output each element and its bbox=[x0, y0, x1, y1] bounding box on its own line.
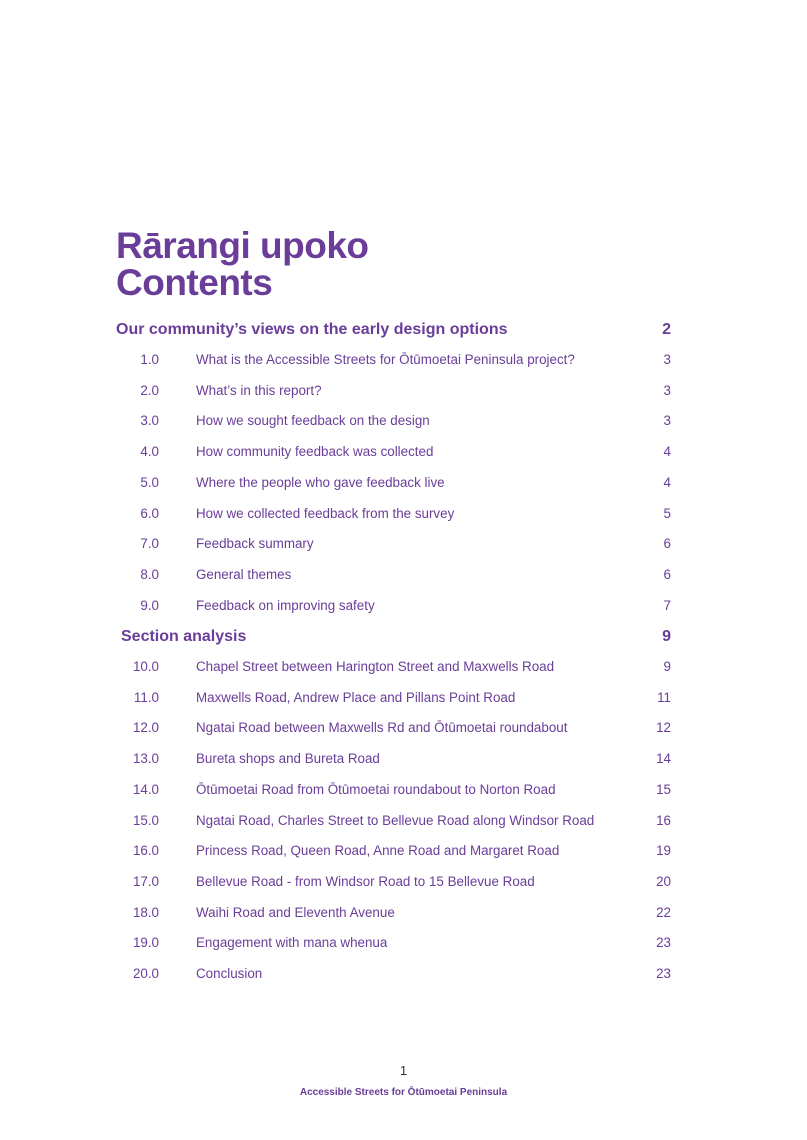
entry-number: 8.0 bbox=[140, 567, 159, 582]
entry-label: How we collected feedback from the survey bbox=[196, 506, 455, 521]
entry-page: 16 bbox=[656, 813, 671, 828]
section-title: Our community’s views on the early design options bbox=[116, 321, 508, 338]
entry-page: 11 bbox=[657, 690, 671, 705]
toc-entry[interactable] bbox=[0, 442, 807, 462]
entry-number: 10.0 bbox=[132, 659, 159, 674]
footer-title: Accessible Streets for Ōtūmoetai Peninsula bbox=[299, 1087, 508, 1098]
title-maori: Rārangi upoko bbox=[116, 225, 369, 266]
entry-number: 19.0 bbox=[132, 935, 159, 950]
entry-label: Feedback on improving safety bbox=[196, 598, 375, 613]
toc-entry[interactable] bbox=[0, 872, 807, 892]
entry-number: 5.0 bbox=[140, 475, 159, 490]
entry-label: Princess Road, Queen Road, Anne Road and Margaret Road bbox=[196, 843, 560, 858]
entry-number: 18.0 bbox=[132, 905, 159, 920]
toc-entry[interactable] bbox=[0, 534, 807, 554]
toc-entry[interactable] bbox=[0, 718, 807, 738]
entry-label: How community feedback was collected bbox=[196, 444, 434, 459]
toc-entry[interactable] bbox=[0, 903, 807, 923]
entry-label: Engagement with mana whenua bbox=[196, 935, 388, 950]
page-title bbox=[116, 227, 369, 301]
toc-section-community-views[interactable] bbox=[0, 319, 807, 341]
entry-number: 2.0 bbox=[140, 383, 159, 398]
entry-label: Where the people who gave feedback live bbox=[196, 475, 445, 490]
entry-page: 7 bbox=[663, 598, 671, 613]
entry-label: Chapel Street between Harington Street and Maxwells Road bbox=[196, 659, 555, 674]
toc-entry[interactable] bbox=[0, 473, 807, 493]
entry-label: Conclusion bbox=[196, 966, 263, 981]
entry-page: 4 bbox=[663, 444, 671, 459]
entry-label: Ōtūmoetai Road from Ōtūmoetai roundabout to Norton Road bbox=[196, 782, 556, 797]
toc-entry[interactable] bbox=[0, 565, 807, 585]
entry-number: 17.0 bbox=[132, 874, 159, 889]
toc-entry[interactable] bbox=[0, 933, 807, 953]
entry-label: What is the Accessible Streets for Ōtūmoetai Peninsula project? bbox=[196, 352, 575, 367]
entry-label: General themes bbox=[196, 567, 292, 582]
entry-number: 6.0 bbox=[140, 506, 159, 521]
entry-label: How we sought feedback on the design bbox=[196, 413, 430, 428]
toc-entry[interactable] bbox=[0, 596, 807, 616]
entry-label: Ngatai Road, Charles Street to Bellevue Road along Windsor Road bbox=[196, 813, 595, 828]
entry-page: 23 bbox=[656, 966, 671, 981]
entry-label: Ngatai Road between Maxwells Rd and Ōtūmoetai roundabout bbox=[196, 720, 568, 735]
entry-page: 3 bbox=[663, 413, 671, 428]
toc-entry[interactable] bbox=[0, 688, 807, 708]
entry-number: 4.0 bbox=[140, 444, 159, 459]
entry-page: 14 bbox=[656, 751, 671, 766]
entry-page: 5 bbox=[663, 506, 671, 521]
toc-entry[interactable] bbox=[0, 411, 807, 431]
entry-label: Maxwells Road, Andrew Place and Pillans Point Road bbox=[196, 690, 516, 705]
entry-number: 11.0 bbox=[133, 690, 159, 705]
entry-page: 22 bbox=[656, 905, 671, 920]
entry-page: 9 bbox=[663, 659, 671, 674]
entry-page: 12 bbox=[656, 720, 671, 735]
toc-entry[interactable] bbox=[0, 780, 807, 800]
toc-section-analysis[interactable] bbox=[0, 626, 807, 648]
entry-number: 12.0 bbox=[132, 720, 159, 735]
entry-page: 15 bbox=[656, 782, 671, 797]
entry-page: 23 bbox=[656, 935, 671, 950]
entry-number: 7.0 bbox=[140, 536, 159, 551]
entry-number: 9.0 bbox=[140, 598, 159, 613]
section-page: 9 bbox=[662, 628, 671, 645]
toc-entry[interactable] bbox=[0, 811, 807, 831]
entry-page: 3 bbox=[663, 383, 671, 398]
section-title: Section analysis bbox=[121, 628, 247, 645]
entry-page: 19 bbox=[656, 843, 671, 858]
entry-number: 16.0 bbox=[132, 843, 159, 858]
entry-label: What’s in this report? bbox=[196, 383, 322, 398]
entry-page: 6 bbox=[663, 536, 671, 551]
entry-number: 1.0 bbox=[140, 352, 159, 367]
entry-page: 3 bbox=[663, 352, 671, 367]
page-number: 1 bbox=[399, 1063, 408, 1078]
toc-entry[interactable] bbox=[0, 350, 807, 370]
entry-label: Bellevue Road - from Windsor Road to 15 Bellevue Road bbox=[196, 874, 535, 889]
toc-entry[interactable] bbox=[0, 841, 807, 861]
entry-number: 13.0 bbox=[132, 751, 159, 766]
entry-page: 20 bbox=[656, 874, 671, 889]
toc-entry[interactable] bbox=[0, 504, 807, 524]
entry-number: 20.0 bbox=[132, 966, 159, 981]
entry-label: Bureta shops and Bureta Road bbox=[196, 751, 380, 766]
toc-entry[interactable] bbox=[0, 749, 807, 769]
entry-number: 15.0 bbox=[132, 813, 159, 828]
entry-label: Waihi Road and Eleventh Avenue bbox=[196, 905, 395, 920]
toc-entry[interactable] bbox=[0, 964, 807, 984]
entry-page: 4 bbox=[663, 475, 671, 490]
section-page: 2 bbox=[662, 321, 671, 338]
entry-number: 3.0 bbox=[140, 413, 159, 428]
entry-number: 14.0 bbox=[132, 782, 159, 797]
entry-page: 6 bbox=[663, 567, 671, 582]
toc-entry[interactable] bbox=[0, 381, 807, 401]
entry-label: Feedback summary bbox=[196, 536, 314, 551]
title-english: Contents bbox=[116, 262, 273, 303]
toc-entry[interactable] bbox=[0, 657, 807, 677]
